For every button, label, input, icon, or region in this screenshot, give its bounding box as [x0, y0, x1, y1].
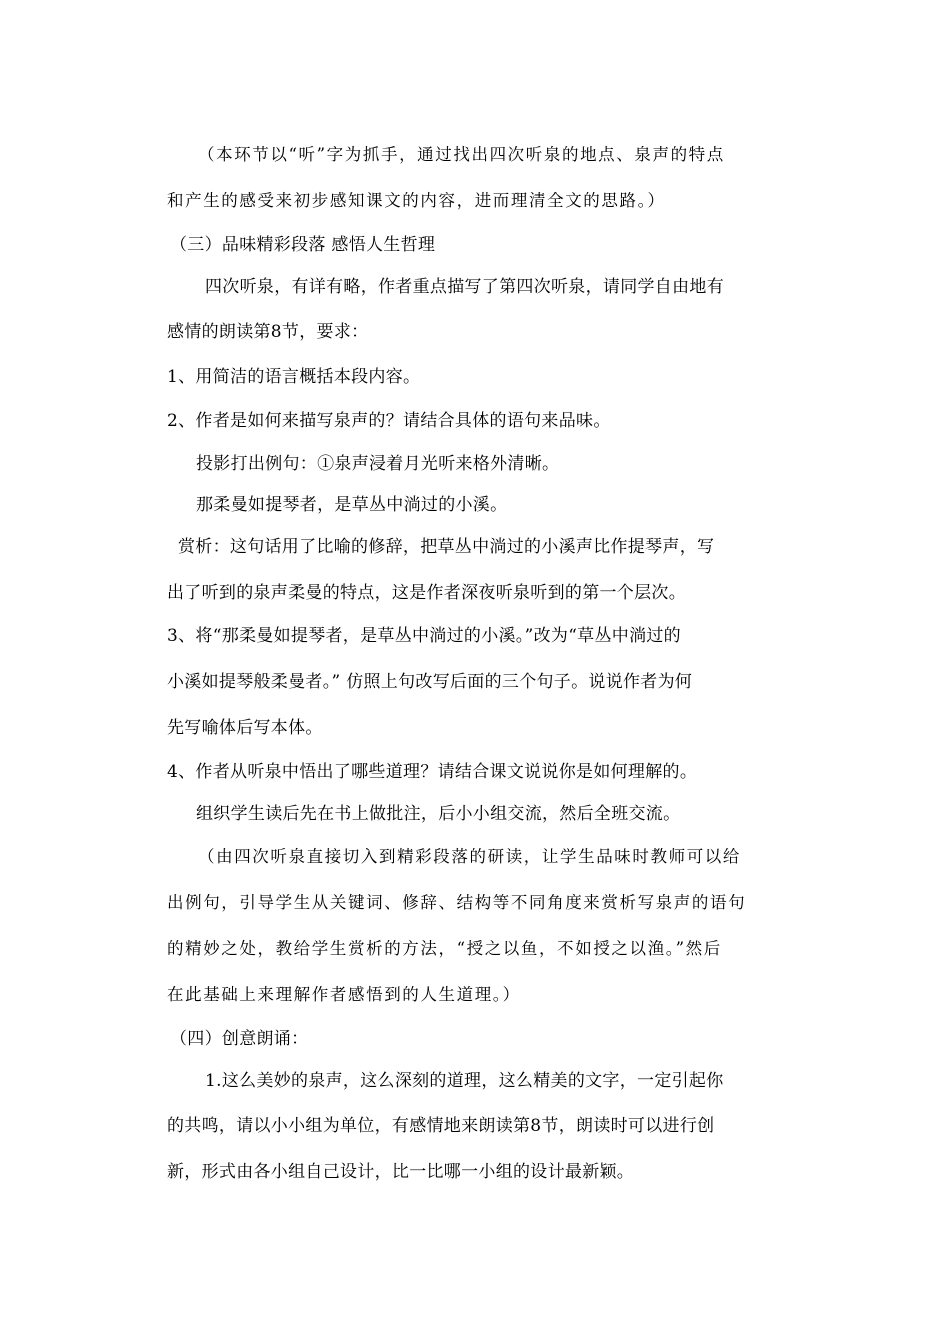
- reading-line-2: 的共鸣，请以小小组为单位，有感情地来朗读第8节，朗读时可以进行创: [167, 1116, 715, 1136]
- reading-line-3: 新，形式由各小组自己设计，比一比哪一小组的设计最新颖。: [167, 1162, 635, 1182]
- example-line-2: 那柔曼如提琴者，是草丛中淌过的小溪。: [196, 495, 508, 515]
- example-line-1: 投影打出例句：①泉声浸着月光听来格外清晰。: [196, 454, 560, 474]
- list-item-1: 1、用简洁的语言概括本段内容。: [167, 367, 421, 387]
- note-line-4: 出例句，引导学生从关键词、修辞、结构等不同角度来赏析写泉声的语句: [167, 893, 747, 912]
- note-line-1: （本环节以“听”字为抓手，通过找出四次听泉的地点、泉声的特点: [198, 145, 725, 164]
- analysis-line-1: 赏析：这句话用了比喻的修辞，把草丛中淌过的小溪声比作提琴声，写: [178, 537, 715, 557]
- analysis-line-2: 出了听到的泉声柔曼的特点，这是作者深夜听泉听到的第一个层次。: [167, 583, 686, 603]
- list-item-4: 4、作者从听泉中悟出了哪些道理？请结合课文说说你是如何理解的。: [167, 762, 698, 782]
- paragraph-line-1: 四次听泉，有详有略，作者重点描写了第四次听泉，请同学自由地有: [205, 277, 724, 297]
- note-line-2: 和产生的感受来初步感知课文的内容，进而理清全文的思路。）: [167, 191, 666, 210]
- list-item-2: 2、作者是如何来描写泉声的？请结合具体的语句来品味。: [167, 411, 611, 431]
- note-line-6: 在此基础上来理解作者感悟到的人生道理。）: [167, 985, 521, 1004]
- note-line-3: （由四次听泉直接切入到精彩段落的研读，让学生品味时教师可以给: [198, 847, 741, 866]
- section-heading-3: （三）品味精彩段落 感悟人生哲理: [170, 235, 436, 255]
- reading-line-1: 1.这么美妙的泉声，这么深刻的道理，这么精美的文字，一定引起你: [205, 1071, 724, 1091]
- note-line-5: 的精妙之处，教给学生赏析的方法，“授之以鱼，不如授之以渔。”然后: [167, 939, 722, 958]
- activity-line: 组织学生读后先在书上做批注，后小小组交流，然后全班交流。: [196, 804, 681, 824]
- list-item-3-line-3: 先写喻体后写本体。: [167, 718, 323, 738]
- section-heading-4: （四）创意朗诵：: [170, 1029, 309, 1049]
- list-item-3-line-1: 3、将“那柔曼如提琴者，是草丛中淌过的小溪。”改为“草丛中淌过的: [167, 626, 681, 646]
- list-item-3-line-2: 小溪如提琴般柔曼者。” 仿照上句改写后面的三个句子。说说作者为何: [167, 672, 693, 692]
- paragraph-line-2: 感情的朗读第8节，要求：: [167, 322, 369, 342]
